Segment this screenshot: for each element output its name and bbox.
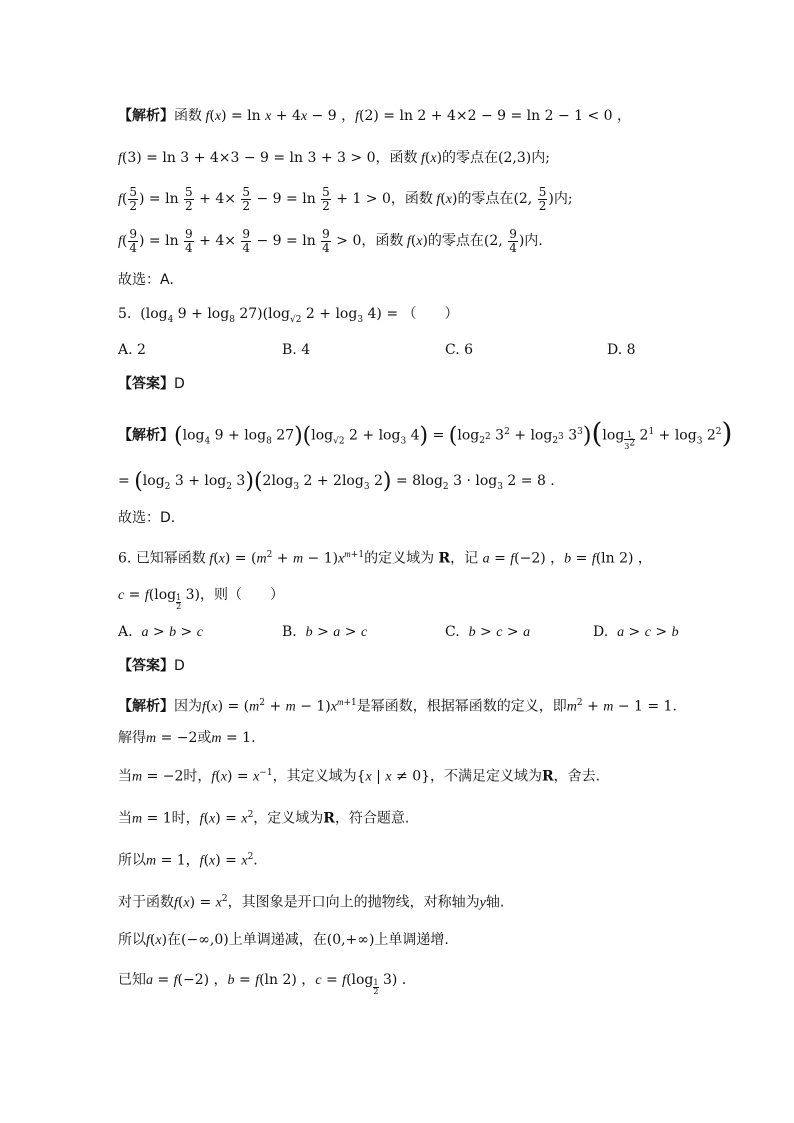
q6-analysis-line-3: 当m = −2时，$f(x) = x^{-1}$，其定义域为{x | x ≠ 0}，不满足定义域为R，舍去. (118, 768, 601, 785)
question-6-cont: c = f(log $_{\frac{1}{2}}$ 3)，则（ ） (118, 587, 285, 611)
analysis-line-2: f(3) = ln 3 + 4×3 − 9 = ln 3 + 3 > 0，函数 f(x)的零点在(2,3)内; (118, 150, 550, 166)
analysis-line-4: f( $\frac{9}{4}$ ) = ln $\frac{9}{4}$ + 4× $\frac{9}{4}$ − 9 = ln $\frac{9}{4}$ > 0，函数 f(x)的零点在(2, $\frac{9}{4}$ )内. (118, 226, 543, 255)
q6-analysis-line-5: 所以m = 1，$f(x) = x^2$. (118, 852, 258, 869)
analysis-line-1: 【解析】函数 f(x) = ln x + 4x − 9 ，f(2) = ln 2 + 4×2 − 9 = ln 2 − 1 < 0 ， (118, 108, 632, 124)
question-5: 5. ($\log_4$ $9 + \log_8 27)(\log_{√2}$ $2 + \log_3 4$) = （ ） (118, 306, 459, 325)
q6-answer-line: 【答案】D (118, 658, 185, 674)
q6-analysis-line-4: 当m = 1时，$f(x) = x^2$，定义域为R，符合题意. (118, 810, 410, 827)
q5-analysis-line-1: 【解析】($\log_4$ $9 + \log_8 27)(\log_{√2}$ $2 + \log_3 4) = (\log_{2^2}$ $3^2 + \log_{2^3} 3^3)(\log$ $_{\frac{1}{3^2}}$ $2^1 + \log_3 2^2$) (118, 416, 733, 452)
analysis-label: 【解析】 (118, 108, 174, 124)
q6-analysis-line-8: 已知a = f(−2) ，b = f(ln 2) ，c = f(log $_{\frac{1}{2}}$ 3) . (118, 972, 407, 996)
choose-line-1: 故选：A. (118, 272, 174, 288)
q6-analysis-line-1: 【解析】因为$f(x) = (m^2 + m - 1)x^{m+1}$是幂函数，根据幂函数的定义，即$m^2 + m - 1 = 1$. (118, 697, 677, 715)
q5-option-b: B. 4 (282, 342, 311, 358)
q6-analysis-line-7: 所以f(x)在(−∞,0)上单调递减，在(0,+∞)上单调递增. (118, 932, 449, 948)
analysis-line-3: f( $\frac{5}{2}$ ) = ln $\frac{5}{2}$ + 4× $\frac{5}{2}$ − 9 = ln $\frac{5}{2}$ + 1 > 0，函数 f(x)的零点在(2, $\frac{5}{2}$ )内; (118, 184, 573, 213)
q6-option-d: D. a > c > b (593, 624, 679, 640)
q5-option-a: A. 2 (118, 342, 146, 358)
q6-option-a: A. a > b > c (118, 624, 203, 640)
question-6: 6. 已知幂函数 $f(x) = (m^2 + m - 1)x^{m+1}$的定义域为 R，记 a = f(−2) ，b = f(ln 2) ， (118, 549, 652, 567)
q5-option-d: D. 8 (607, 342, 636, 358)
q6-analysis-line-2: 解得m = −2或m = 1. (118, 730, 256, 746)
choose-line-2: 故选：D. (118, 510, 176, 526)
q6-option-c: C. b > c > a (445, 624, 531, 640)
formula: f (202, 109, 210, 124)
q5-option-c: C. 6 (445, 342, 474, 358)
q5-analysis-line-2: = ($\log_2$ $3 + \log_2 3)(2\log_3$ $2 + 2\log_3$ $2) = 8\log_2$ $3 \cdot \log_3 2 = 8$ . (118, 469, 555, 494)
q6-option-b: B. b > a > c (282, 624, 368, 640)
q5-answer-line: 【答案】D (118, 376, 185, 392)
q6-analysis-line-6: 对于函数$f(x) = x^2$，其图象是开口向上的抛物线，对称轴为y轴. (118, 894, 505, 911)
